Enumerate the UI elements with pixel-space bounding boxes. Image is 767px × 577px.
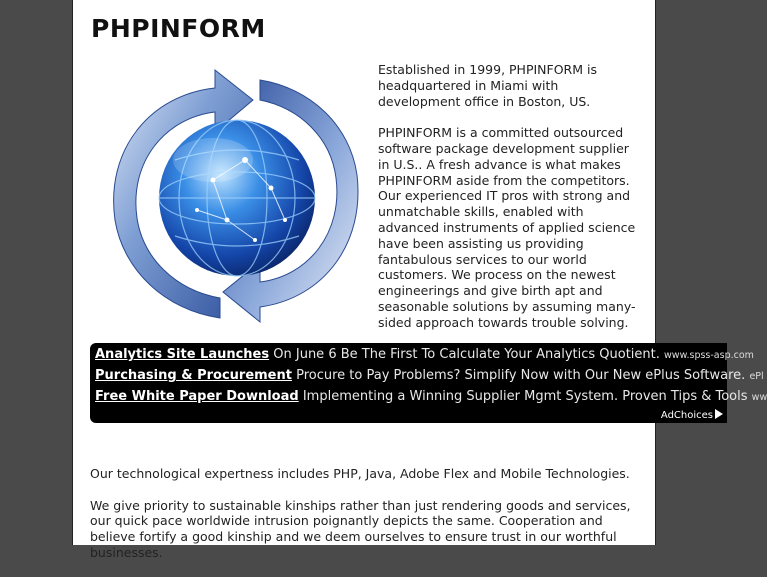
adchoices-icon xyxy=(715,409,723,419)
ad-link[interactable]: Free White Paper Download xyxy=(95,389,299,404)
ad-item xyxy=(95,347,754,362)
intro-paragraph: Established in 1999, PHPINFORM is headquartered in Miami with development office in Boston, US. xyxy=(378,62,597,109)
ad-description: Procure to Pay Problems? Simplify Now with Our New ePlus Software. xyxy=(296,368,746,383)
page-container xyxy=(72,0,656,545)
globe-with-circular-arrows-icon xyxy=(95,70,375,325)
ad-item xyxy=(95,368,764,383)
intro-paragraph: PHPINFORM is a committed outsourced software package development supplier in U.S.. A fresh advance is what makes PHPINFORM aside from the competitors. Our experienced IT pros with strong and unmatchable skills, enabled with advanced instruments of applied science have been assisting us providing fantabulous services to our world customers. We process on the newest engineerings and give birth apt and seasonable solutions by assuming many-sided approach towards trouble solving. xyxy=(378,125,636,330)
content-paragraph: We give priority to sustainable kinships rather than just rendering goods and services, our quick pace worldwide intrusion poignantly depicts the same. Cooperation and believe fortify a good kinship and we deem ourselves to ensure trust in our worthful businesses. xyxy=(90,497,631,560)
adchoices-link[interactable] xyxy=(661,409,723,421)
ad-url[interactable]: ePl xyxy=(749,371,764,382)
adchoices-label: AdChoices xyxy=(660,410,713,421)
ad-link[interactable]: Purchasing & Procurement xyxy=(95,368,292,383)
main-content xyxy=(90,466,645,577)
ad-item xyxy=(95,389,767,404)
site-title: PHPINFORM xyxy=(91,14,266,43)
ad-url[interactable]: www.spss-asp.com xyxy=(664,350,754,361)
content-paragraph: Our technological expertness includes PHP, Java, Adobe Flex and Mobile Technologies. xyxy=(90,466,630,481)
ad-link[interactable]: Analytics Site Launches xyxy=(95,347,270,362)
ad-description: On June 6 Be The First To Calculate Your Analytics Quotient. xyxy=(273,347,660,362)
intro-text xyxy=(378,62,640,346)
ad-description: Implementing a Winning Supplier Mgmt System. Proven Tips & Tools xyxy=(302,389,748,404)
ad-url[interactable]: ww xyxy=(751,392,767,403)
ad-banner xyxy=(90,343,767,423)
